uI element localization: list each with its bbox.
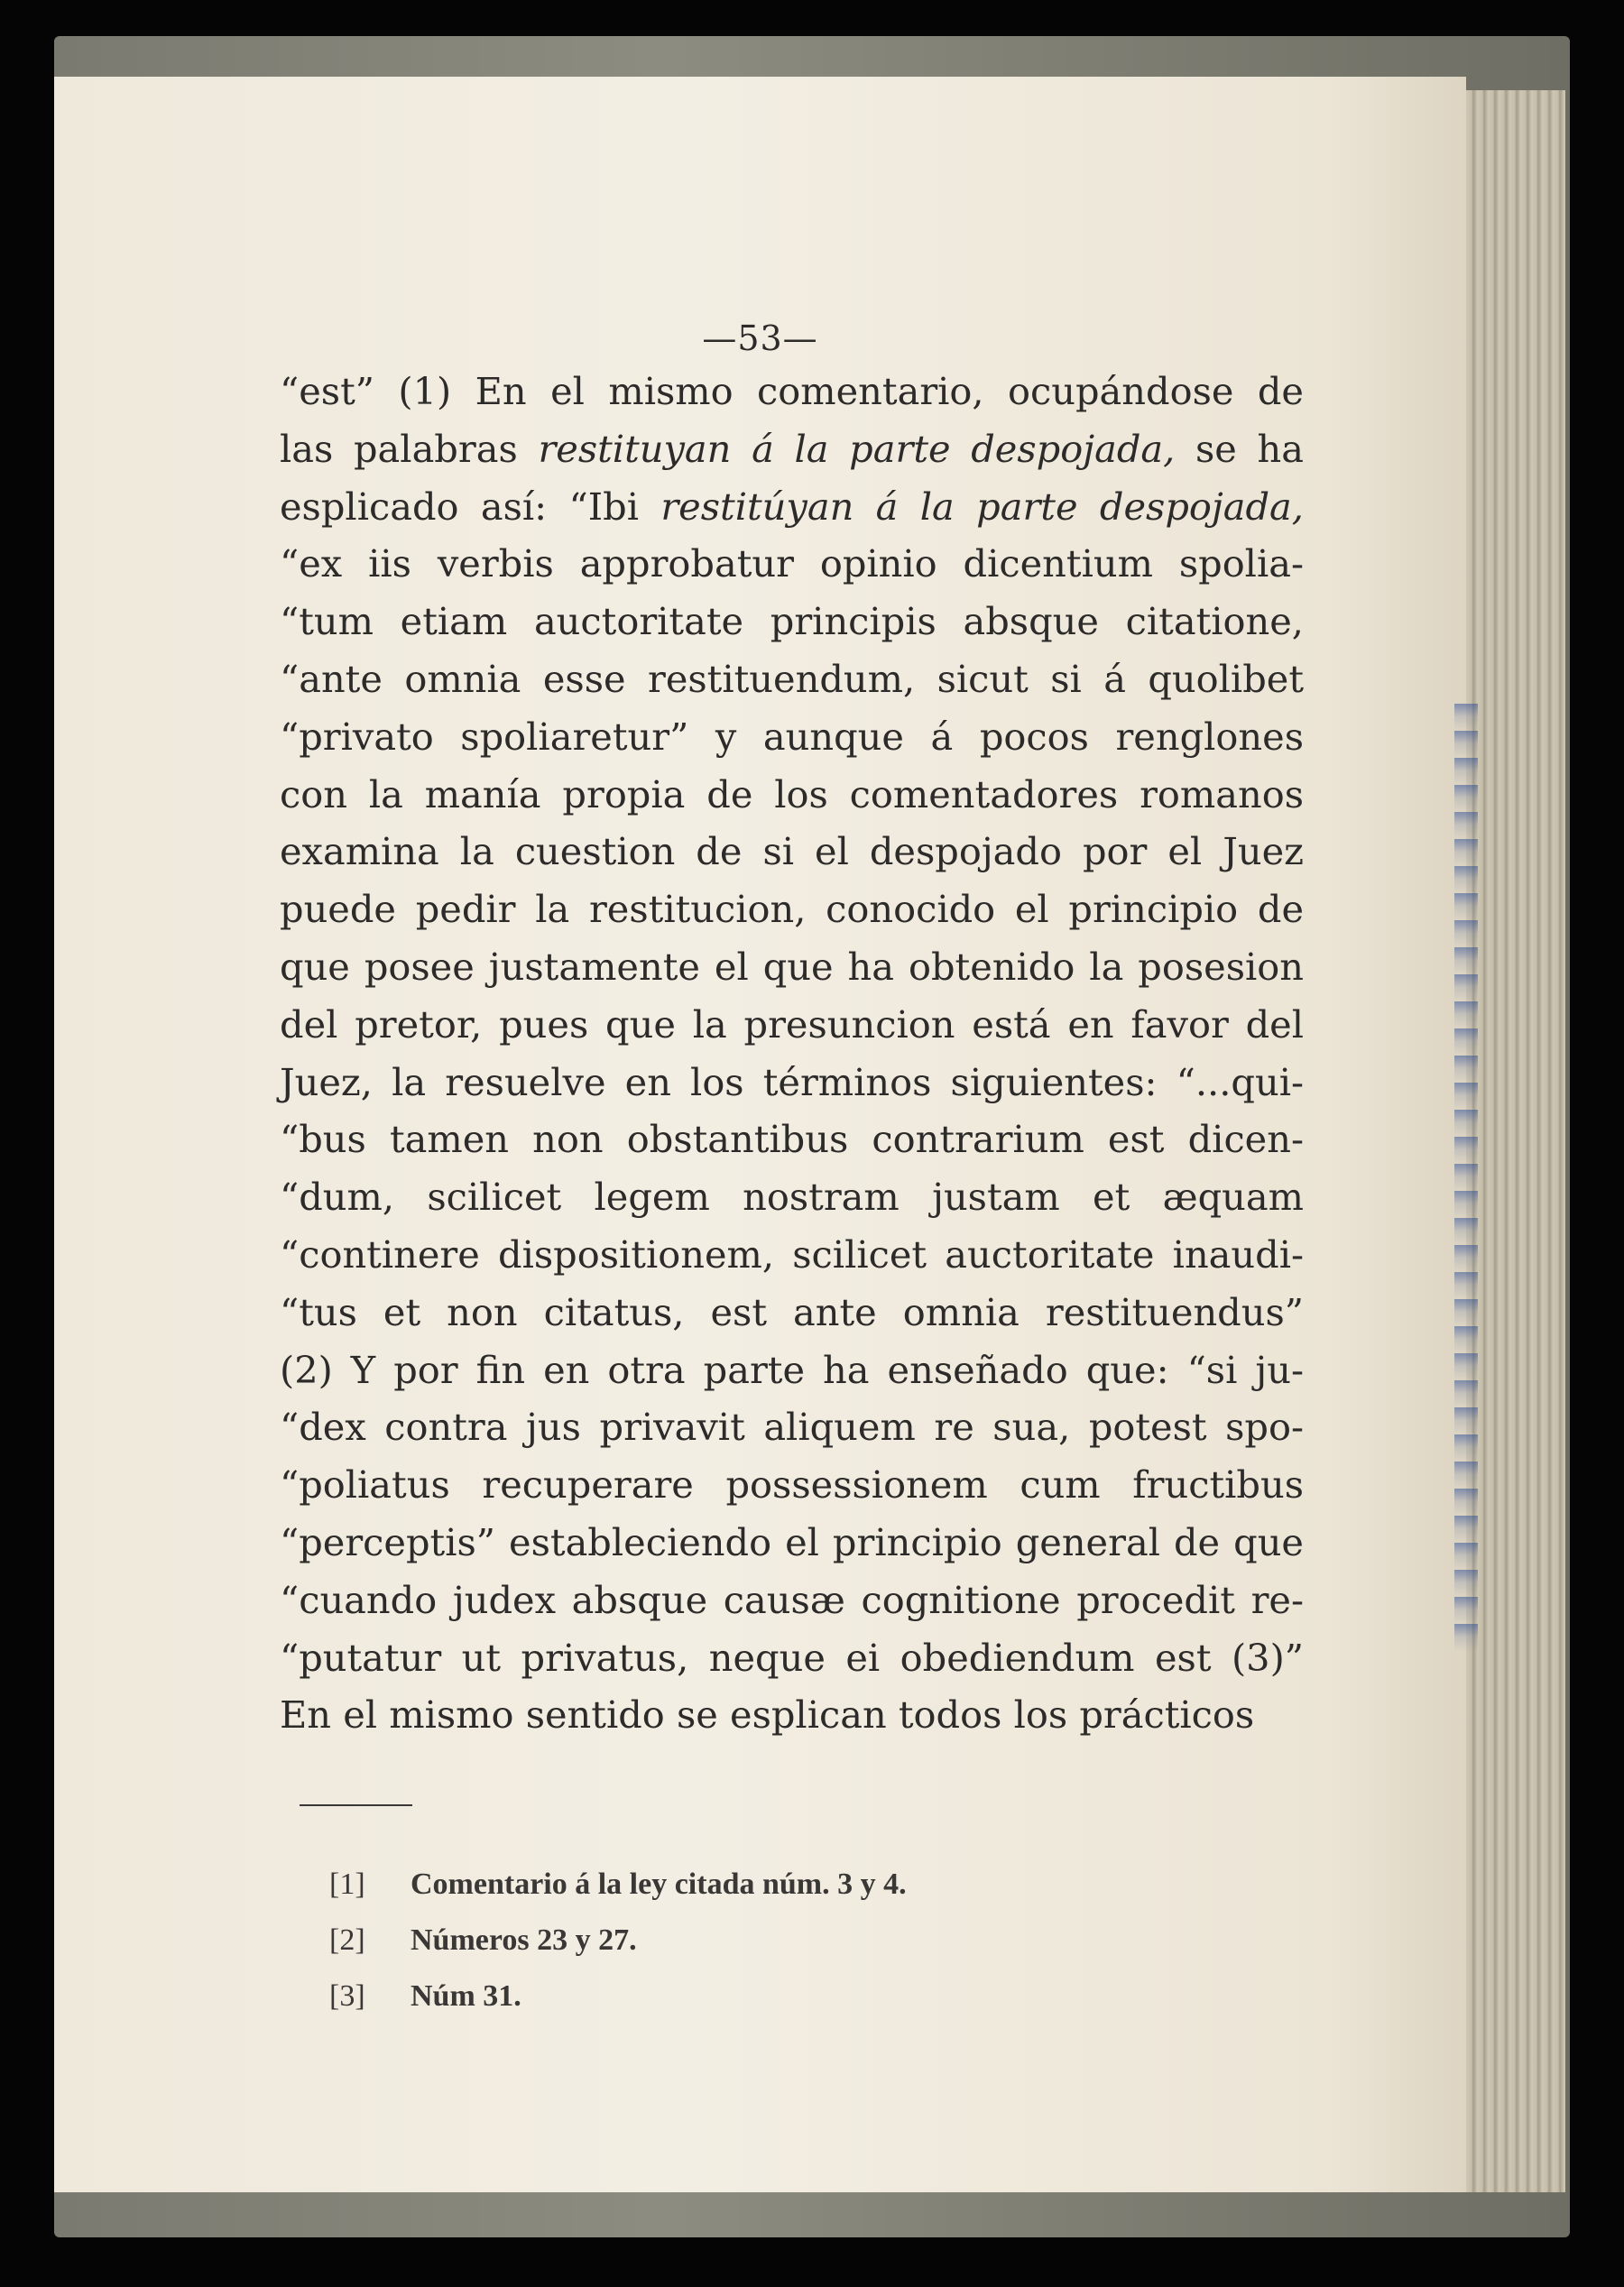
text-line	[280, 593, 1304, 650]
text-segment: que posee justamente el que ha obtenido la posesion	[280, 944, 1304, 989]
text-line	[280, 363, 1304, 420]
text-segment: “dum, scilicet legem nostram justam et æquam	[280, 1175, 1304, 1220]
book-page	[54, 77, 1466, 2192]
text-segment: puede pedir la restitucion, conocido el principio de	[280, 887, 1304, 932]
text-line	[280, 478, 1304, 536]
bleed-through-stain	[1454, 704, 1478, 1651]
page-number: —53—	[702, 318, 818, 358]
text-line	[280, 708, 1304, 766]
footnote	[329, 1923, 907, 1979]
footnote-text: Números 23 y 27.	[411, 1923, 637, 1957]
text-line	[280, 420, 1304, 478]
footnote-text: Comentario á la ley citada núm. 3 y 4.	[411, 1867, 907, 1901]
text-line	[280, 1398, 1304, 1456]
text-line	[280, 766, 1304, 824]
text-segment: del pretor, pues que la presuncion está en favor del	[280, 1001, 1304, 1047]
text-segment: esplicado así: “Ibi	[280, 484, 661, 529]
text-segment: “privato spoliaretur” y aunque á pocos renglones	[280, 714, 1304, 759]
text-line	[280, 1284, 1304, 1342]
italic-text: restituyan á la parte despojada,	[538, 426, 1176, 471]
text-segment: “cuando judex absque causæ cognitione procedit re-	[280, 1577, 1304, 1622]
text-segment: “perceptis” estableciendo el principio general de que	[280, 1519, 1304, 1564]
text-line	[280, 1342, 1304, 1399]
italic-text: restitúyan á la parte despojada,	[660, 484, 1304, 529]
text-segment: En el mismo sentido se esplican todos los prácticos	[280, 1692, 1255, 1738]
text-line	[280, 1054, 1304, 1111]
text-line	[280, 1111, 1304, 1168]
text-line	[280, 823, 1304, 881]
text-segment: “ex iis verbis approbatur opinio dicentium spolia-	[280, 541, 1304, 586]
text-line	[280, 1572, 1304, 1629]
body-text	[280, 363, 1304, 1744]
text-line	[280, 1514, 1304, 1572]
text-segment: las palabras	[280, 426, 539, 471]
footnote-mark: [2]	[329, 1923, 365, 1957]
text-line	[280, 1456, 1304, 1514]
text-line	[280, 1686, 1304, 1744]
text-segment: “ante omnia esse restituendum, sicut si á quolibet	[280, 656, 1304, 701]
text-segment: (2) Y por fin en otra parte ha enseñado que: “si ju-	[280, 1347, 1304, 1392]
text-segment: “tus et non citatus, est ante omnia restituendus”	[280, 1289, 1304, 1334]
text-line	[280, 650, 1304, 708]
footnote-mark: [3]	[329, 1979, 365, 2013]
text-segment: examina la cuestion de si el despojado por el Juez	[280, 829, 1304, 874]
text-segment: “est” (1) En el mismo comentario, ocupándose de	[280, 369, 1304, 413]
footnote	[329, 1979, 907, 2035]
text-line	[280, 1168, 1304, 1226]
text-segment: Juez, la resuelve en los términos siguientes: “...qui-	[280, 1059, 1304, 1104]
text-line	[280, 996, 1304, 1054]
text-line	[280, 938, 1304, 996]
footnote	[329, 1867, 907, 1923]
footnote-mark: [1]	[329, 1867, 365, 1901]
text-segment: con la manía propia de los comentadores romanos	[280, 771, 1304, 816]
text-segment: “bus tamen non obstantibus contrarium est dicen-	[280, 1117, 1304, 1162]
text-line	[280, 535, 1304, 593]
text-line	[280, 881, 1304, 938]
text-segment: “putatur ut privatus, neque ei obediendum est (3)”	[280, 1635, 1304, 1680]
text-segment: se ha	[1175, 426, 1305, 471]
text-segment: “poliatus recuperare possessionem cum fructibus	[280, 1462, 1304, 1508]
page-stack-edge	[1466, 90, 1565, 2192]
text-segment: “dex contra jus privavit aliquem re sua, potest spo-	[280, 1405, 1304, 1450]
text-segment: “continere dispositionem, scilicet auctoritate inaudi-	[280, 1231, 1304, 1277]
text-line	[280, 1226, 1304, 1284]
text-line	[280, 1629, 1304, 1687]
text-segment: “tum etiam auctoritate principis absque citatione,	[280, 599, 1304, 644]
footnote-text: Núm 31.	[411, 1979, 521, 2013]
footnote-rule	[300, 1804, 412, 1806]
footnotes	[329, 1867, 907, 2035]
